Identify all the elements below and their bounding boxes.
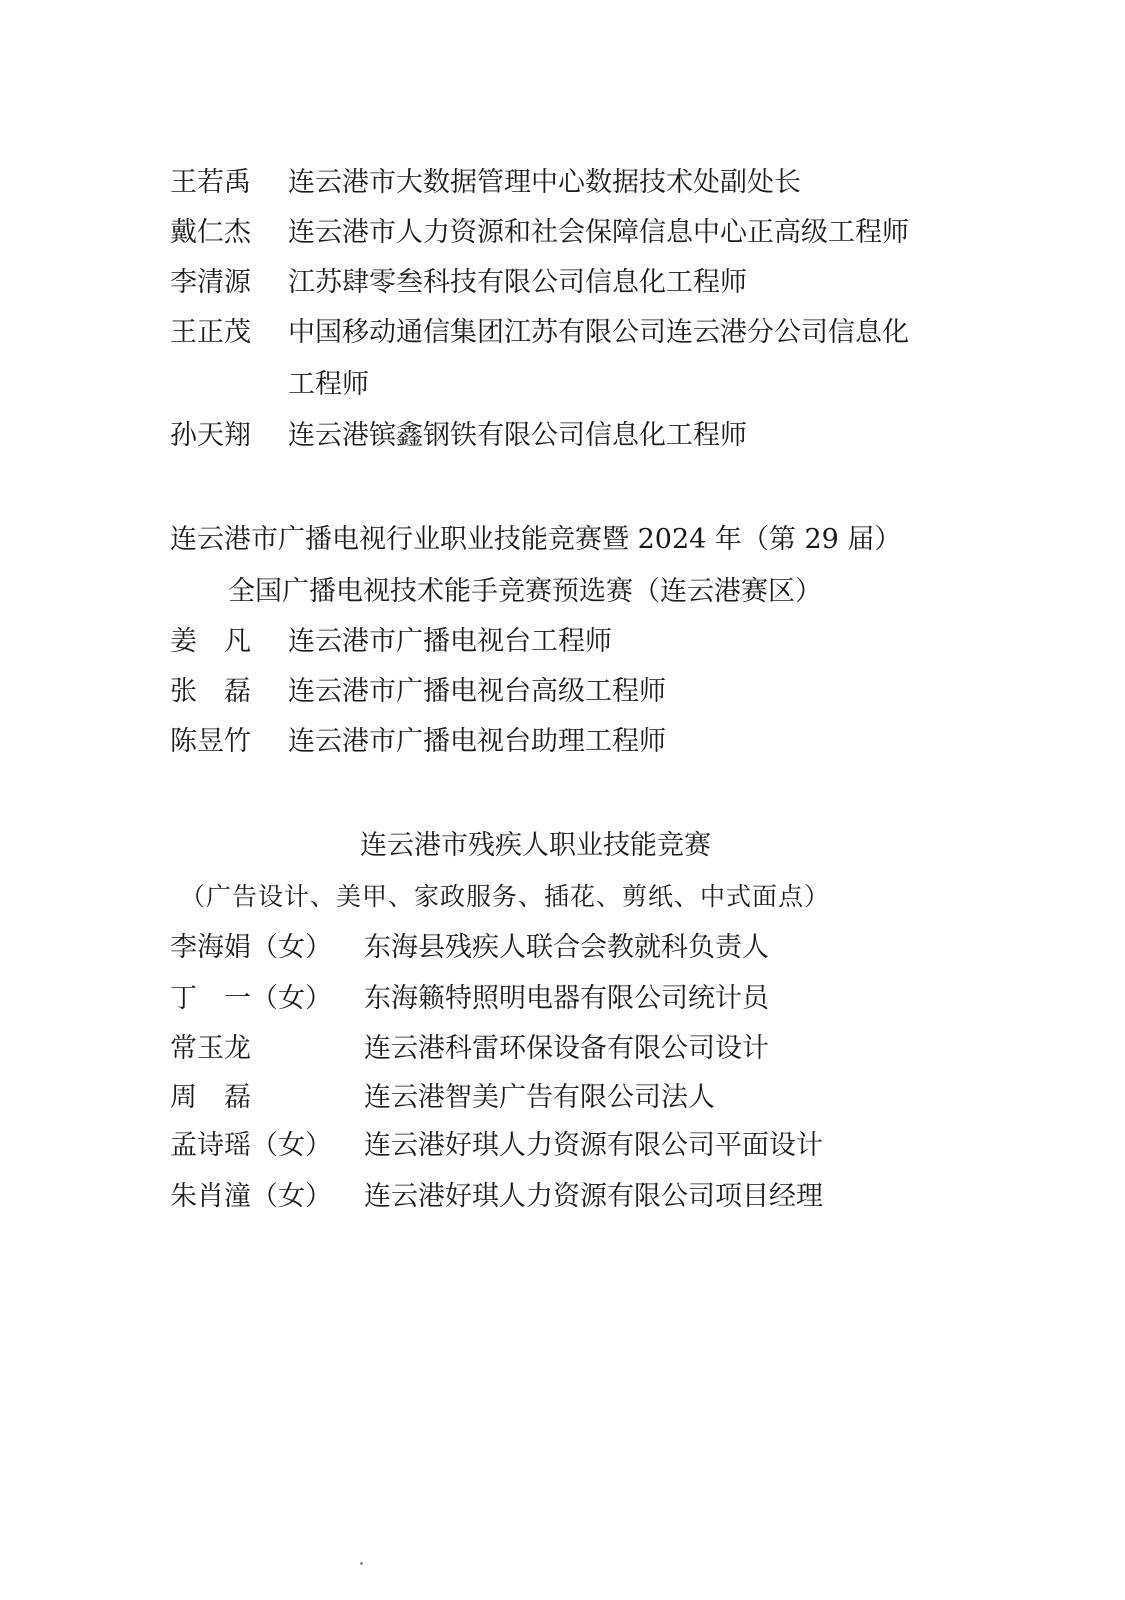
section-title: 连云港市残疾人职业技能竞赛 xyxy=(360,830,711,861)
person-title: 中国移动通信集团江苏有限公司连云港分公司信息化 xyxy=(288,317,909,348)
section-subtitle: （广告设计、美甲、家政服务、插花、剪纸、中式面点） xyxy=(180,882,831,911)
person-title: 连云港市广播电视台工程师 xyxy=(288,626,612,657)
person-name: 陈昱竹 xyxy=(170,726,251,757)
person-name: 张 磊 xyxy=(170,676,251,707)
scan-speck xyxy=(360,1562,363,1565)
person-title: 连云港市广播电视台助理工程师 xyxy=(288,726,666,757)
section-title-line2: 全国广播电视技术能手竞赛预选赛（连云港赛区） xyxy=(228,576,822,607)
person-title: 连云港好琪人力资源有限公司项目经理 xyxy=(364,1181,823,1212)
person-title: 东海县残疾人联合会教就科负责人 xyxy=(364,932,769,963)
person-name: 常玉龙 xyxy=(170,1033,251,1064)
person-name: 孟诗瑶（女） xyxy=(170,1130,332,1161)
section-title-line1: 连云港市广播电视行业职业技能竞赛暨 2024 年（第 29 届） xyxy=(170,524,902,555)
person-title: 东海籁特照明电器有限公司统计员 xyxy=(364,983,769,1014)
person-title: 连云港好琪人力资源有限公司平面设计 xyxy=(364,1130,823,1161)
person-name: 丁 一（女） xyxy=(170,983,332,1014)
person-name: 周 磊 xyxy=(170,1082,251,1113)
person-name: 孙天翔 xyxy=(170,420,251,451)
person-title: 江苏肆零叁科技有限公司信息化工程师 xyxy=(288,267,747,298)
person-name: 李清源 xyxy=(170,267,251,298)
person-name: 王若禹 xyxy=(170,167,251,198)
person-title: 连云港科雷环保设备有限公司设计 xyxy=(364,1033,769,1064)
person-name: 戴仁杰 xyxy=(170,217,251,248)
person-title: 连云港市大数据管理中心数据技术处副处长 xyxy=(288,167,801,198)
person-name: 李海娟（女） xyxy=(170,932,332,963)
person-name: 王正茂 xyxy=(170,317,251,348)
person-title-continuation: 工程师 xyxy=(288,369,369,400)
person-title: 连云港市广播电视台高级工程师 xyxy=(288,676,666,707)
person-title: 连云港智美广告有限公司法人 xyxy=(364,1082,715,1113)
person-title: 连云港市人力资源和社会保障信息中心正高级工程师 xyxy=(288,217,909,248)
person-name: 朱肖潼（女） xyxy=(170,1181,332,1212)
person-title: 连云港镔鑫钢铁有限公司信息化工程师 xyxy=(288,420,747,451)
person-name: 姜 凡 xyxy=(170,626,251,657)
